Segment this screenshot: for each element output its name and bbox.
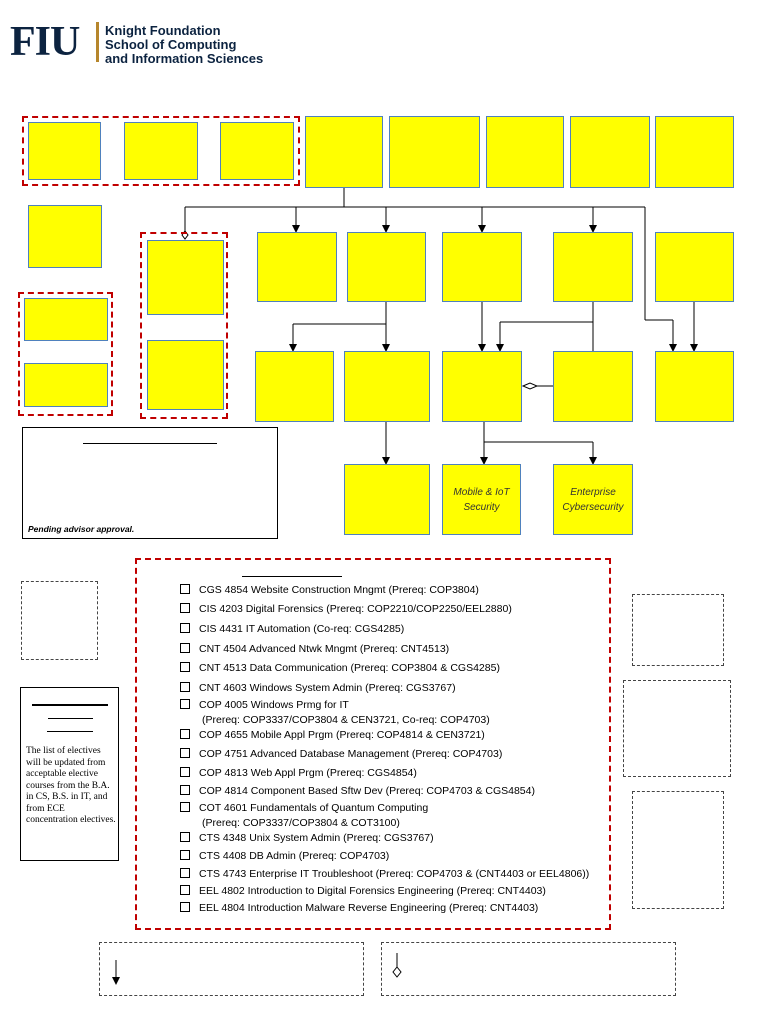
school-name-line-2: School of Computing	[105, 37, 237, 52]
course-box	[486, 116, 564, 188]
pending-approval-note: Pending advisor approval.	[28, 524, 135, 534]
course-box	[442, 232, 522, 302]
course-box	[124, 122, 198, 180]
elective-item: COP 4814 Component Based Sftw Dev (Prereq: COP4703 & CGS4854)	[180, 785, 535, 797]
course-box	[147, 240, 224, 315]
electives-title-line	[242, 576, 342, 577]
course-box	[347, 232, 426, 302]
note-line-3	[47, 731, 93, 732]
electives-note-text: The list of electives will be updated from acceptable elective courses from the B.A. in CS, B.S. in IT, and from ECE concentration electives.	[26, 746, 116, 825]
checkbox-icon[interactable]	[180, 643, 190, 653]
elective-item: CNT 4603 Windows System Admin (Prereq: CGS3767)	[180, 682, 456, 694]
checkbox-icon[interactable]	[180, 729, 190, 739]
elective-item: CTS 4408 DB Admin (Prereq: COP4703)	[180, 850, 389, 862]
course-box	[442, 351, 522, 422]
course-box	[24, 298, 108, 341]
elective-item: CTS 4348 Unix System Admin (Prereq: CGS3767)	[180, 832, 434, 844]
checkbox-icon[interactable]	[180, 767, 190, 777]
course-box	[655, 351, 734, 422]
checkbox-icon[interactable]	[180, 902, 190, 912]
mobile-iot-security-label: Mobile & IoT Security	[453, 486, 510, 513]
course-box	[570, 116, 650, 188]
checkbox-icon[interactable]	[180, 623, 190, 633]
elective-item: CNT 4504 Advanced Ntwk Mngmt (Prereq: CNT4513)	[180, 643, 449, 655]
elective-item: COT 4601 Fundamentals of Quantum Computing (Prereq: COP3337/COP3804 & COT3100)	[180, 802, 428, 829]
elective-item: CIS 4203 Digital Forensics (Prereq: COP2210/COP2250/EEL2880)	[180, 603, 512, 615]
checkbox-icon[interactable]	[180, 802, 190, 812]
diamond-icon	[391, 953, 403, 979]
checkbox-icon[interactable]	[180, 662, 190, 672]
course-box	[220, 122, 294, 180]
course-box	[344, 351, 430, 422]
checkbox-icon[interactable]	[180, 682, 190, 692]
elective-item: EEL 4802 Introduction to Digital Forensics Engineering (Prereq: CNT4403)	[180, 885, 546, 897]
enterprise-cybersecurity-box	[553, 464, 633, 535]
placeholder-box	[632, 791, 724, 909]
elective-item: CGS 4854 Website Construction Mngmt (Prereq: COP3804)	[180, 584, 479, 596]
course-box	[655, 116, 734, 188]
checkbox-icon[interactable]	[180, 785, 190, 795]
elective-item: CTS 4743 Enterprise IT Troubleshoot (Prereq: COP4703 & (CNT4403 or EEL4806))	[180, 868, 589, 880]
elective-item: CNT 4513 Data Communication (Prereq: COP3804 & CGS4285)	[180, 662, 500, 674]
elective-item: COP 4655 Mobile Appl Prgm (Prereq: COP4814 & CEN3721)	[180, 729, 485, 741]
school-name-line-3: and Information Sciences	[105, 51, 264, 66]
checkbox-icon[interactable]	[180, 748, 190, 758]
placeholder-box	[21, 581, 98, 660]
course-box	[305, 116, 383, 188]
school-name-line-1: Knight Foundation	[105, 23, 221, 38]
course-box	[28, 122, 101, 180]
course-box	[257, 232, 337, 302]
elective-item: COP 4813 Web Appl Prgm (Prereq: CGS4854)	[180, 767, 417, 779]
diamond-legend-box	[381, 942, 676, 996]
note-line-2	[48, 718, 93, 719]
elective-item: COP 4751 Advanced Database Management (Prereq: COP4703)	[180, 748, 502, 760]
checkbox-icon[interactable]	[180, 699, 190, 709]
arrow-legend-box	[99, 942, 364, 996]
course-box	[655, 232, 734, 302]
course-box	[28, 205, 102, 268]
elective-prereq: (Prereq: COP3337/COP3804 & COT3100)	[202, 817, 400, 829]
placeholder-box	[623, 680, 731, 777]
checkbox-icon[interactable]	[180, 850, 190, 860]
elective-item: EEL 4804 Introduction Malware Reverse Engineering (Prereq: CNT4403)	[180, 902, 538, 914]
checkbox-icon[interactable]	[180, 832, 190, 842]
course-box	[24, 363, 108, 407]
checkbox-icon[interactable]	[180, 885, 190, 895]
checkbox-icon[interactable]	[180, 584, 190, 594]
fiu-logo: FIU	[10, 19, 80, 65]
note-line-1	[32, 704, 108, 706]
checkbox-icon[interactable]	[180, 868, 190, 878]
course-box	[344, 464, 430, 535]
elective-item: CIS 4431 IT Automation (Co-req: CGS4285)	[180, 623, 404, 635]
placeholder-box	[632, 594, 724, 666]
course-box	[553, 351, 633, 422]
elective-prereq: (Prereq: COP3337/COP3804 & CEN3721, Co-req: COP4703)	[202, 714, 490, 726]
course-box	[553, 232, 633, 302]
legend-box	[22, 427, 278, 539]
mobile-iot-security-box	[442, 464, 521, 535]
arrow-down-icon	[110, 960, 122, 986]
enterprise-cybersecurity-label: Enterprise Cybersecurity	[562, 486, 624, 513]
course-box	[389, 116, 480, 188]
legend-title-line	[83, 443, 217, 444]
elective-item: COP 4005 Windows Prmg for IT (Prereq: COP3337/COP3804 & CEN3721, Co-req: COP4703)	[180, 699, 490, 726]
checkbox-icon[interactable]	[180, 603, 190, 613]
course-box	[255, 351, 334, 422]
course-box	[147, 340, 224, 410]
